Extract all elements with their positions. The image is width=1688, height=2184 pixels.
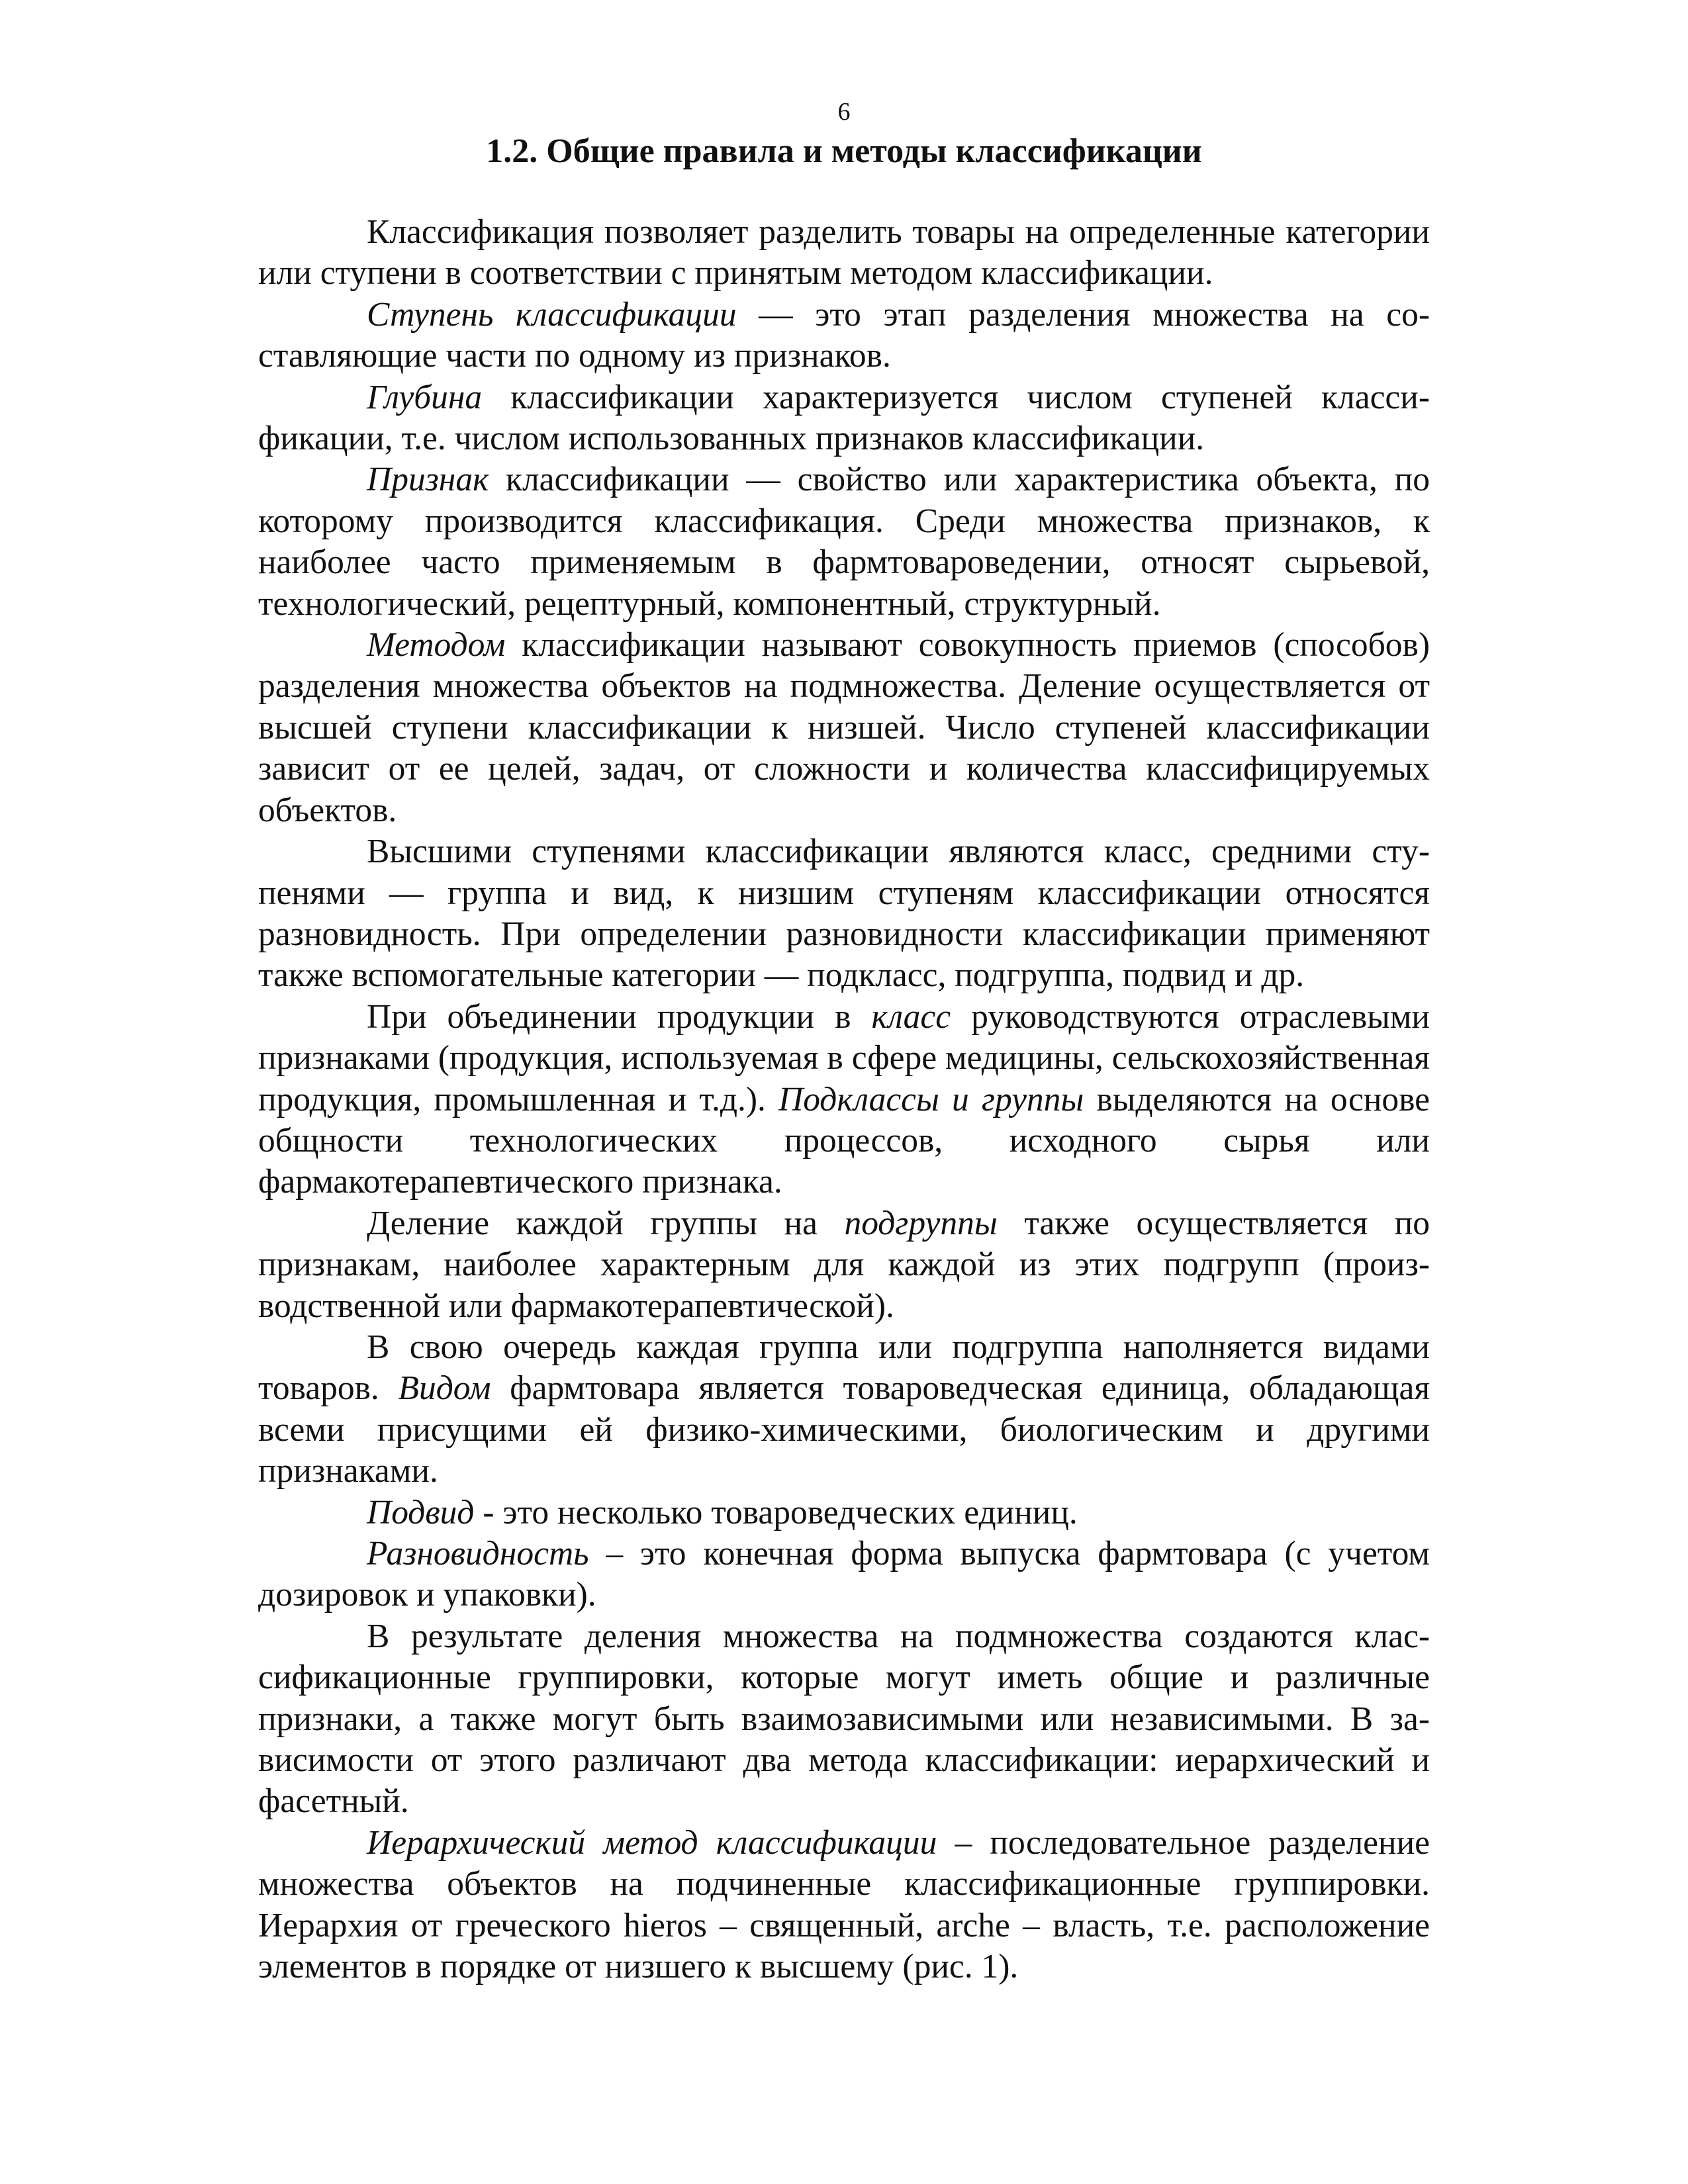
text-run: классификации — свойство или характеристика объекта, по которому производится классификация. Среди множества признаков, к наиболее часто применяемым в фармтовароведении, относят сырьевой, технологический, рецептурный, компонентный, структурный.: [258, 461, 1430, 623]
section-heading: 1.2. Общие правила и методы классификации: [486, 132, 1202, 170]
paragraph: [258, 1616, 1430, 1823]
paragraph: [258, 1823, 1430, 1988]
text-run: — это этап разделения множества на составляющие части по одному из признаков.: [258, 295, 1430, 375]
paragraph: [258, 997, 1430, 1203]
text-run: фармтовара является товароведческая единица, обладающая всеми присущими ей физико-химическими, биологическим и другими признаками.: [258, 1369, 1430, 1490]
text-run: руководствуются отраслевыми признаками (продукция, используемая в сфере медицины, сельскохозяйственная продукция, промышленная и т.д.).: [258, 997, 1430, 1118]
italic-term: Глубина: [367, 378, 483, 416]
text-run: Классификация позволяет разделить товары на определенные категории или ступени в соответствии с принятым методом классификации.: [258, 213, 1430, 293]
paragraph: [258, 212, 1430, 295]
text-run: - это несколько товароведческих единиц.: [474, 1493, 1078, 1531]
page-number: 6: [837, 98, 851, 126]
text-run: В результате деления множества на подмножества создаются классификационные группировки, которые могут иметь общие и различные признаки, а также могут быть взаимозависимыми или независимыми. В зависимости от этого различают два метода классификации: иерархический и фасетный.: [258, 1617, 1430, 1821]
italic-term: Подвид: [367, 1493, 475, 1531]
italic-term: Методом: [367, 626, 506, 664]
italic-term: Подклассы и группы: [778, 1080, 1084, 1118]
paragraph: [258, 1492, 1430, 1533]
text-run: также осуществляется по признакам, наиболее характерным для каждой из этих подгрупп (производственной или фармакотерапевтической).: [258, 1204, 1430, 1325]
body-text: [258, 212, 1430, 1987]
italic-term: Иерархический метод классификации: [367, 1823, 937, 1862]
italic-term: Ступень классификации: [367, 295, 737, 334]
text-run: Высшими ступенями классификации являются класс, средними ступенями — группа и вид, к низшим ступеням классификации относятся разновидность. При определении разновидности классификации применяют также вспомогательные категории — подкласс, подгруппа, подвид и др.: [258, 833, 1430, 995]
text-run: выделяются на основе общности технологических процессов, исходного сырья или фармакотерапевтического признака.: [258, 1080, 1430, 1201]
paragraph: [258, 459, 1430, 625]
italic-term: подгруппы: [844, 1204, 998, 1242]
italic-term: Видом: [398, 1369, 491, 1408]
paragraph: [258, 625, 1430, 831]
text-run: Деление каждой группы на: [367, 1204, 845, 1242]
text-run: – это конечная форма выпуска фармтовара (с учетом дозировок и упаковки).: [258, 1535, 1430, 1614]
paragraph: [258, 295, 1430, 377]
paragraph: [258, 1327, 1430, 1492]
text-run: классификации характеризуется числом ступеней классификации, т.е. числом использованных признаков классификации.: [258, 378, 1430, 458]
paragraph: [258, 1533, 1430, 1616]
text-run: В свою очередь каждая группа или подгруппа наполняется видами товаров.: [258, 1328, 1430, 1408]
paragraph: [258, 1203, 1430, 1327]
text-run: – последовательное разделение множества объектов на подчиненные классификационные группировки. Иерархия от греческого hieros – священный, arche – власть, т.е. расположение элементов в порядке от низшего к высшему (рис. 1).: [258, 1823, 1430, 1986]
italic-term: Разновидность: [367, 1535, 589, 1572]
paragraph: [258, 377, 1430, 460]
text-run: классификации называют совокупность приемов (способов) разделения множества объектов на подмножества. Деление осуществляется от высшей ступени классификации к низшей. Число ступеней классификации зависит от ее целей, задач, от сложности и количества классифицируемых объектов.: [258, 626, 1430, 829]
italic-term: Признак: [367, 461, 489, 499]
paragraph: [258, 831, 1430, 997]
italic-term: класс: [871, 997, 951, 1036]
text-run: При объединении продукции в: [367, 997, 872, 1036]
